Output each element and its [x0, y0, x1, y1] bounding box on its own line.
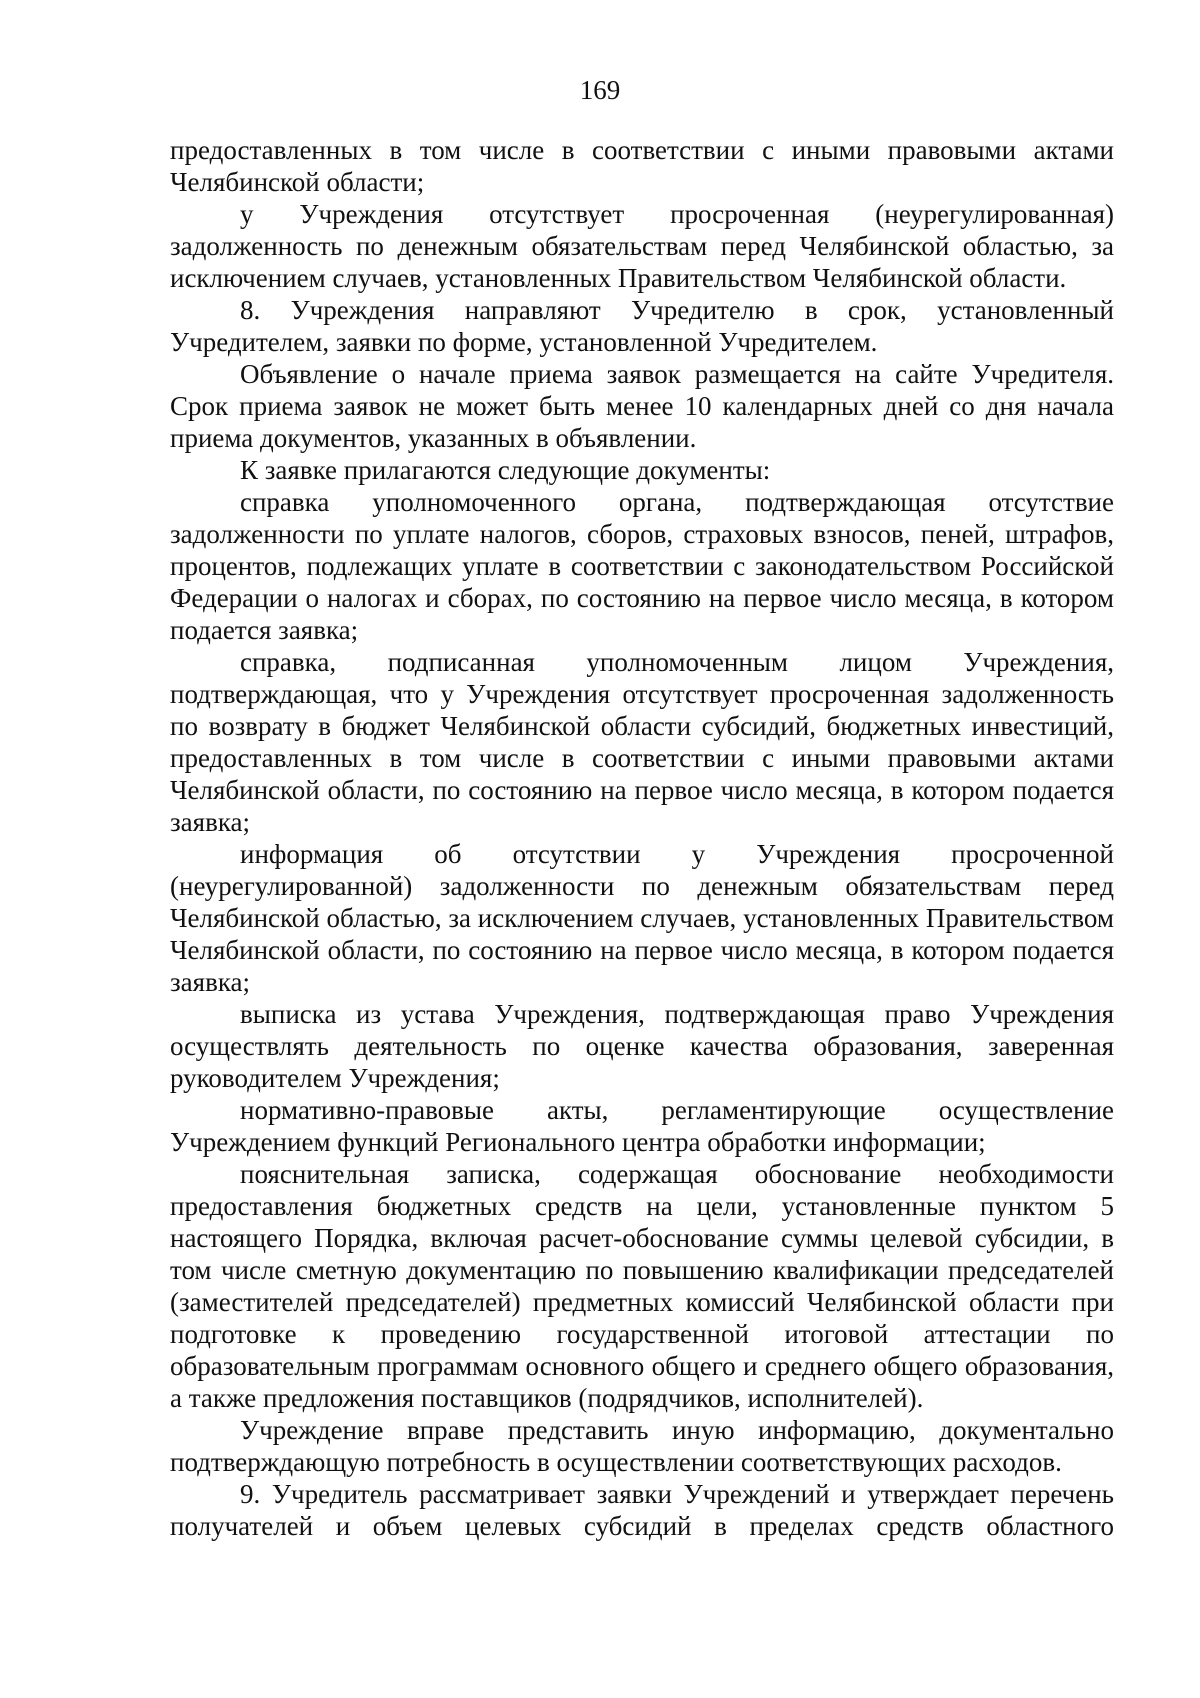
paragraph-item-9: 9. Учредитель рассматривает заявки Учреждений и утверждает перечень получателей и объем целевых субсидий в пределах средств областного — [170, 1479, 1114, 1541]
paragraph-other-information: Учреждение вправе представить иную информацию, документально подтверждающую потребность в осуществлении соответствующих расходов. — [170, 1415, 1114, 1477]
document-body — [170, 134, 1114, 1542]
paragraph-announcement: Объявление о начале приема заявок размещается на сайте Учредителя. Срок приема заявок не может быть менее 10 календарных дней со дня начала приема документов, указанных в объявлении. — [170, 359, 1114, 453]
paragraph-explanatory-note: пояснительная записка, содержащая обоснование необходимости предоставления бюджетных средств на цели, установленные пунктом 5 настоящего Порядка, включая расчет-обоснование суммы целевой субсидии, в том числе сметную документацию по повышению квалификации председателей (заместителей председателей) предметных комиссий Челябинской области при подготовке к проведению государственной итоговой аттестации по образовательным программам основного общего и среднего общего образования, а также предложения поставщиков (подрядчиков, исполнителей). — [170, 1159, 1114, 1413]
paragraph-tax-certificate: справка уполномоченного органа, подтверждающая отсутствие задолженности по уплате налогов, сборов, страховых взносов, пеней, штрафов, процентов, подлежащих уплате в соответствии с законодательством Российской Федерации о налогах и сборах, по состоянию на первое число месяца, в котором подается заявка; — [170, 487, 1114, 645]
paragraph-regulatory-acts: нормативно-правовые акты, регламентирующие осуществление Учреждением функций Регионального центра обработки информации; — [170, 1095, 1114, 1157]
paragraph-item-8: 8. Учреждения направляют Учредителю в срок, установленный Учредителем, заявки по форме, установленной Учредителем. — [170, 295, 1114, 357]
paragraph-no-debt-condition: у Учреждения отсутствует просроченная (неурегулированная) задолженность по денежным обязательствам перед Челябинской областью, за исключением случаев, установленных Правительством Челябинской области. — [170, 199, 1114, 293]
paragraph-documents-intro: К заявке прилагаются следующие документы: — [240, 455, 771, 485]
paragraph-continuation: предоставленных в том числе в соответствии с иными правовыми актами Челябинской области; — [170, 135, 1114, 197]
paragraph-charter-extract: выписка из устава Учреждения, подтверждающая право Учреждения осуществлять деятельность по оценке качества образования, заверенная руководителем Учреждения; — [170, 999, 1114, 1093]
paragraph-signed-certificate: справка, подписанная уполномоченным лицом Учреждения, подтверждающая, что у Учреждения отсутствует просроченная задолженность по возврату в бюджет Челябинской области субсидий, бюджетных инвестиций, предоставленных в том числе в соответствии с иными правовыми актами Челябинской области, по состоянию на первое число месяца, в котором подается заявка; — [170, 647, 1114, 837]
page-number: 169 — [579, 75, 621, 105]
paragraph-debt-information: информация об отсутствии у Учреждения просроченной (неурегулированной) задолженности по денежным обязательствам перед Челябинской областью, за исключением случаев, установленных Правительством Челябинской области, по состоянию на первое число месяца, в котором подается заявка; — [170, 839, 1114, 997]
